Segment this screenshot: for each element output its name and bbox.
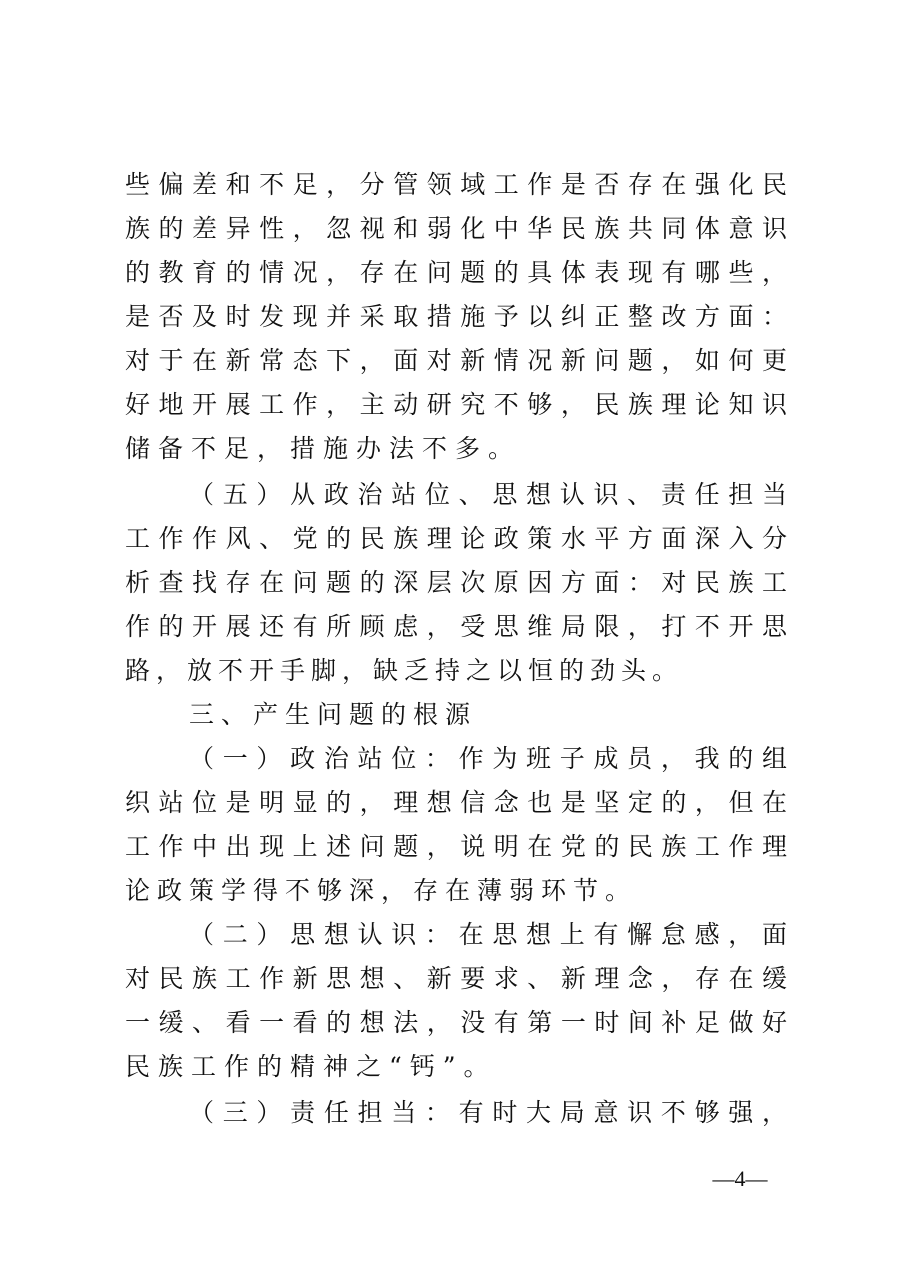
paragraph-first-line: （五）从政治站位、思想认识、责任担当 xyxy=(189,480,787,509)
body-text-line: 民族工作的精神之“钙”。 xyxy=(125,1052,497,1081)
body-text-line: 一缓、看一看的想法，没有第一时间补足做好 xyxy=(125,1008,787,1037)
page-number: —4— xyxy=(712,1166,768,1191)
body-text-line: 织站位是明显的，理想信念也是坚定的，但在 xyxy=(125,788,787,817)
body-text-line: 工作中出现上述问题，说明在党的民族工作理 xyxy=(125,832,787,861)
paragraph-first-line: （二）思想认识：在思想上有懈怠感，面 xyxy=(189,920,787,949)
body-text-line: 论政策学得不够深，存在薄弱环节。 xyxy=(125,876,638,905)
paragraph-first-line: （三）责任担当：有时大局意识不够强， xyxy=(189,1098,787,1127)
body-text-line: 对民族工作新思想、新要求、新理念，存在缓 xyxy=(125,964,787,993)
body-text-line: 是否及时发现并采取措施予以纠正整改方面： xyxy=(125,302,787,331)
body-text-line: 族的差异性，忽视和弱化中华民族共同体意识 xyxy=(125,214,787,243)
paragraph-first-line: （一）政治站位：作为班子成员，我的组 xyxy=(189,744,787,773)
body-text-line: 对于在新常态下，面对新情况新问题，如何更 xyxy=(125,346,787,375)
body-text-line: 路，放不开手脚，缺乏持之以恒的劲头。 xyxy=(125,656,684,685)
body-text-line: 析查找存在问题的深层次原因方面：对民族工 xyxy=(125,568,787,597)
body-text-line: 的教育的情况，存在问题的具体表现有哪些， xyxy=(125,258,787,287)
body-text-line: 作的开展还有所顾虑，受思维局限，打不开思 xyxy=(125,612,787,641)
body-text-line: 好地开展工作，主动研究不够，民族理论知识 xyxy=(125,390,787,419)
section-heading: 三、产生问题的根源 xyxy=(189,700,478,729)
body-text-line: 工作作风、党的民族理论政策水平方面深入分 xyxy=(125,524,787,553)
body-text-line: 储备不足，措施办法不多。 xyxy=(125,434,522,463)
body-text-line: 些偏差和不足，分管领域工作是否存在强化民 xyxy=(125,170,787,199)
